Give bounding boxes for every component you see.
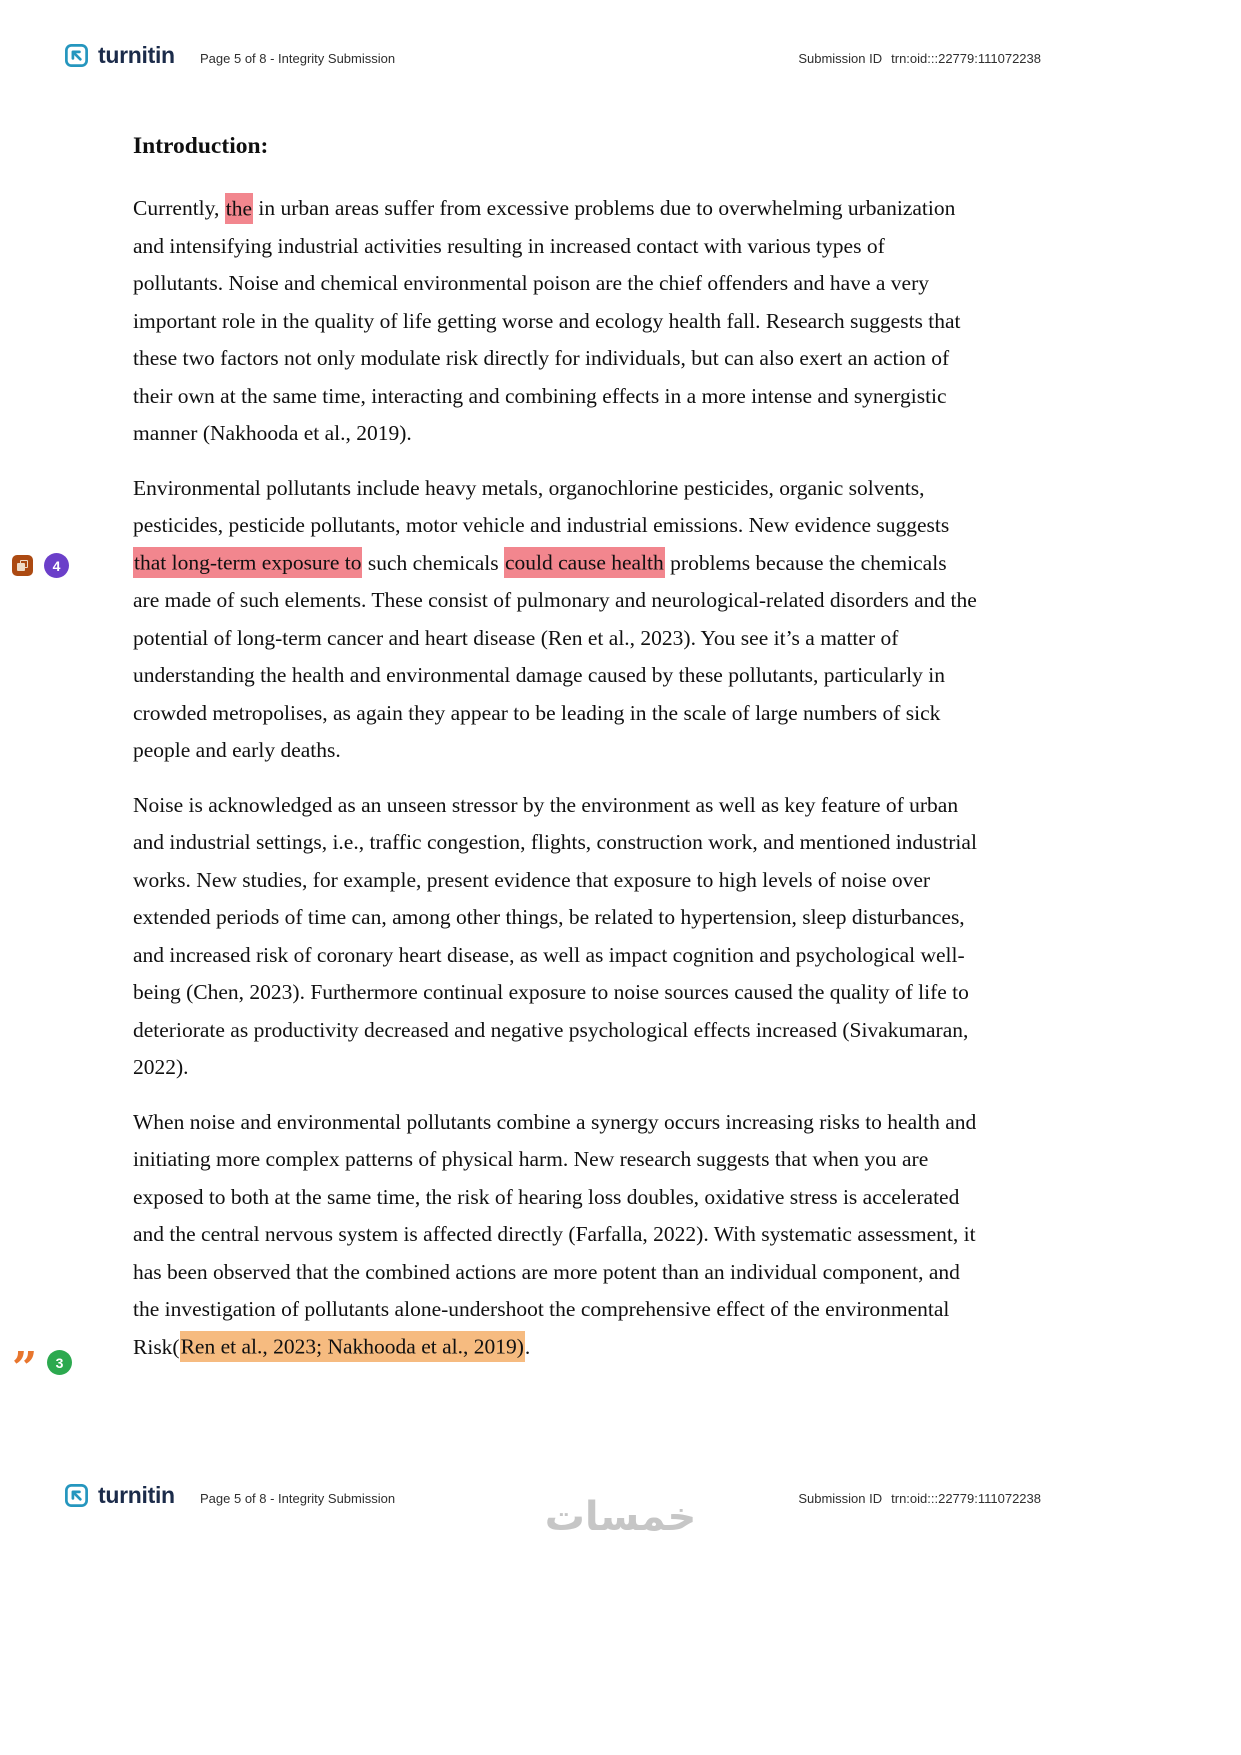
submission-id-value: trn:oid:::22779:111072238	[891, 51, 1041, 66]
submission-id	[798, 51, 1041, 66]
highlighted-match[interactable]: could cause health	[504, 547, 665, 578]
paragraph	[133, 787, 978, 1087]
paragraph	[133, 190, 978, 453]
paragraph	[133, 1104, 978, 1367]
turnitin-logo-icon	[63, 1482, 90, 1509]
submission-id-value: trn:oid:::22779:111072238	[891, 1491, 1041, 1506]
text-run: problems because the chemicals are made of such elements. These consist of pulmonary and neurological-related disorders and the potential of long-term cancer and heart disease (Ren et al., 2023). You see it’s a matter of understanding the health and environmental damage caused by these pollutants, particularly in crowded metropolises, as again they appear to be leading in the scale of large numbers of sick people and early deaths.	[133, 550, 977, 762]
submission-id-label: Submission ID	[798, 1491, 883, 1506]
text-run: When noise and environmental pollutants combine a synergy occurs increasing risks to health and initiating more complex patterns of physical harm. New research suggests that when you are exposed to both at the same time, the risk of hearing loss doubles, oxidative stress is accelerated and the central nervous system is affected directly (Farfalla, 2022). With systematic assessment, it has been observed that the combined actions are more potent than an individual component, and the investigation of pollutants alone-undershoot the comprehensive effect of the environmental Risk(	[133, 1109, 977, 1359]
paragraph-container	[133, 190, 978, 1366]
khamsat-watermark: خمسات	[544, 1494, 697, 1540]
footer	[0, 1482, 1241, 1516]
similarity-marker[interactable]	[12, 553, 69, 578]
text-run: Noise is acknowledged as an unseen stressor by the environment as well as key feature of urban and industrial settings, i.e., traffic congestion, flights, construction work, and mentioned industrial works. New studies, for example, present evidence that exposure to high levels of noise over extended periods of time can, among other things, be related to hypertension, sleep disturbances, and increased risk of coronary heart disease, as well as impact cognition and psychological well-being (Chen, 2023). Furthermore continual exposure to noise sources caused the quality of life to deteriorate as productivity decreased and negative psychological effects increased (Sivakumaran, 2022).	[133, 792, 977, 1079]
turnitin-wordmark: turnitin	[98, 1482, 175, 1508]
quote-icon: ”	[12, 1342, 38, 1394]
turnitin-wordmark: turnitin	[98, 42, 175, 68]
overlapping-squares-icon-back	[20, 560, 28, 568]
highlighted-match[interactable]: Ren et al., 2023; Nakhooda et al., 2019)	[180, 1331, 525, 1362]
match-count-badge[interactable]: 4	[44, 553, 69, 578]
document-content	[133, 133, 978, 1383]
turnitin-logo	[63, 42, 175, 69]
submission-id-label: Submission ID	[798, 51, 883, 66]
submission-id-footer	[798, 1491, 1041, 1506]
text-run: such chemicals	[362, 550, 504, 575]
quotes-marker[interactable]	[12, 1342, 72, 1394]
text-run: Currently,	[133, 196, 225, 220]
paragraph	[133, 470, 978, 770]
page-info: Page 5 of 8 - Integrity Submission	[200, 51, 396, 66]
page-info-footer: Page 5 of 8 - Integrity Submission	[200, 1491, 396, 1506]
highlighted-match[interactable]: the	[225, 193, 253, 224]
text-run: Environmental pollutants include heavy metals, organochlorine pesticides, organic solvents, pesticides, pesticide pollutants, motor vehicle and industrial emissions. New evidence suggests	[133, 475, 950, 537]
overlapping-squares-icon	[12, 555, 33, 576]
text-run: .	[524, 1334, 531, 1359]
turnitin-logo-footer	[63, 1482, 175, 1509]
header	[0, 42, 1241, 76]
text-run: in urban areas suffer from excessive problems due to overwhelming urbanization and intensifying industrial activities resulting in increased contact with various types of pollutants. Noise and chemical environmental poison are the chief offenders and have a very important role in the quality of life getting worse and ecology health fall. Research suggests that these two factors not only modulate risk directly for individuals, but can also exert an action of their own at the same time, interacting and combining effects in a more intense and synergistic manner (Nakhooda et al., 2019).	[133, 196, 961, 445]
highlighted-match[interactable]: that long-term exposure to	[133, 547, 362, 578]
quote-count-badge[interactable]: 3	[47, 1350, 72, 1375]
section-heading: Introduction:	[133, 133, 269, 159]
turnitin-logo-icon	[63, 42, 90, 69]
